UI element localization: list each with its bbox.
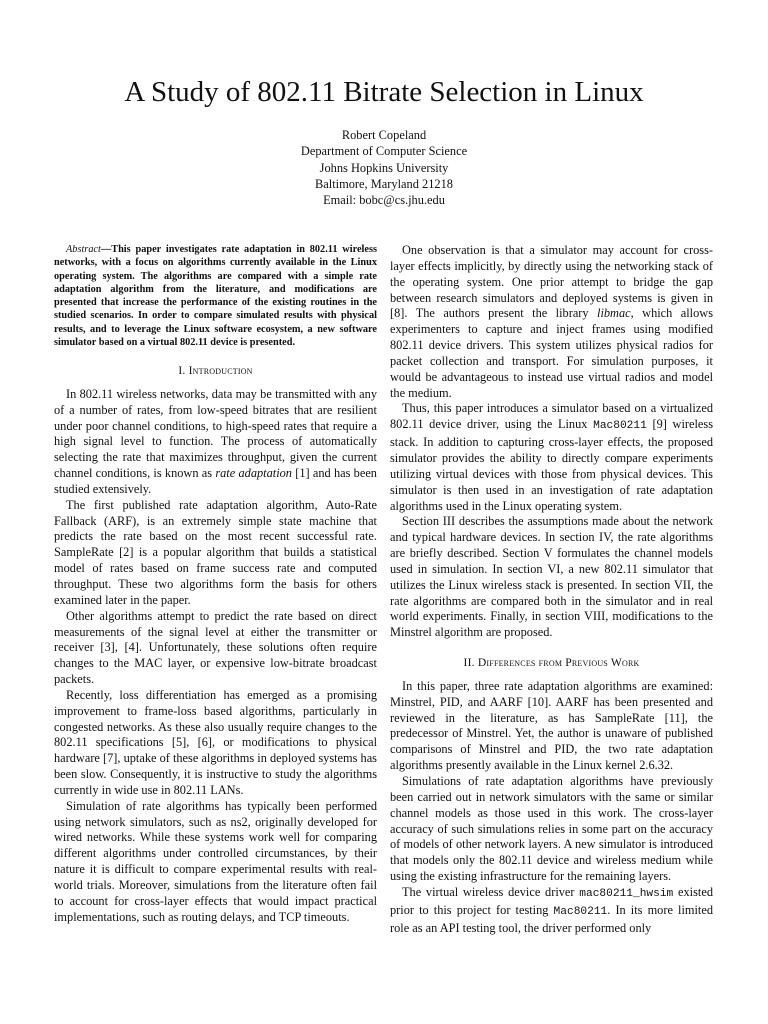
section-number: II.	[463, 656, 475, 670]
emphasis-text: rate adaptation	[215, 466, 292, 481]
code-text: Mac80211	[593, 420, 647, 433]
paragraph	[54, 387, 377, 498]
section-number: I.	[178, 364, 186, 377]
author-name: Robert Copeland	[341, 128, 427, 142]
text-run: [1] and has been studied extensively.	[54, 466, 377, 496]
section-title: Introduction	[188, 364, 253, 377]
text-run: , which allows experimenters to capture and inject frames using modified 802.11 device drivers. This system utilizes physical radios for packet collection and transport. For simulation purposes, it would be advantageous to instead use virtual radios and model the medium.	[390, 306, 713, 400]
abstract-label: Abstract	[66, 244, 101, 255]
paragraph	[390, 243, 713, 401]
text-run: The virtual wireless device driver	[402, 884, 580, 899]
paragraph	[390, 885, 713, 937]
text-run: existed prior to this project for testing	[390, 884, 713, 917]
paragraph: In this paper, three rate adaptation algorithms are examined: Minstrel, PID, and AARF [10]. AARF has been presented and reviewed in the literature, as has SampleRate [11], the predecessor of Minstrel. Yet, the author is unaware of published comparisons of Minstrel and PID, the two rate adaptation algorithms presently available in the Linux kernel 2.6.32.	[390, 678, 713, 773]
text-run: [9] wireless stack. In addition to capturing cross-layer effects, the proposed simulator provides the ability to directly compare experiments utilizing virtual devices with those from physical devices. This simulator is then used in an investigation of rate adaptation algorithms used in the Linux operating system.	[390, 417, 714, 513]
paragraph: Section III describes the assumptions made about the network and typical hardware devices. In section IV, the rate algorithms are briefly described. Section V formulates the channel models used in simulation. In section VI, a new 802.11 simulator that utilizes the Linux wireless stack is presented. In section VII, the rate algorithms are compared both in the simulator and in real world experiments. Finally, in section VIII, modifications to the Minstrel algorithm are proposed.	[390, 514, 713, 640]
author-department: Department of Computer Science	[300, 144, 468, 159]
text-run: In 802.11 wireless networks, data may be transmitted with any of a number of rates, from low-speed bitrates that are resilient under poor channel conditions, to high-speed rates that require a high signal level to function. The process of automatically selecting the rate that maximizes throughput, given the current channel conditions, is known as	[54, 386, 377, 481]
code-text: mac80211_hwsim	[579, 887, 674, 900]
section-heading-differences	[390, 655, 713, 671]
author-email: Email: bobc@cs.jhu.edu	[323, 193, 445, 208]
author-location: Baltimore, Maryland 21218	[315, 176, 453, 191]
paper-title: A Study of 802.11 Bitrate Selection in Linux	[124, 76, 644, 108]
text-run: One observation is that a simulator may account for cross-layer effects implicitly, by directly using the networking stack of the operating system. One prior attempt to bridge the gap between research simulators and deployed systems is given in [8]. The authors present the library	[390, 243, 713, 321]
abstract	[54, 243, 377, 349]
paragraph	[390, 401, 713, 514]
code-text: Mac80211	[553, 905, 608, 918]
paragraph: Simulations of rate adaptation algorithms have previously been carried out in network simulators with the same or similar channel models as those used in this work. The cross-layer accuracy of such simulations relies in some part on the accuracy of models of other network layers. A new simulator is introduced that models only the 802.11 device and wireless medium while using the existing infrastructure for the remaining layers.	[390, 774, 713, 884]
abstract-text: —This paper investigates rate adaptation in 802.11 wireless networks, with a focus on algorithms currently available in the Linux operating system. The algorithms are compared with a simple rate adaptation algorithm from the literature, and modifications are presented that increase the performance of the existing routines in the studied scenarios. In order to compare simulated results with physical results, and to leverage the Linux software ecosystem, a new software simulator based on a virtual 802.11 device is presented.	[54, 244, 377, 348]
paragraph: Recently, loss differentiation has emerged as a promising improvement to frame-loss based algorithms, particularly in congested networks. As these also usually require changes to the 802.11 specifications [5], [6], or modifications to physical hardware [7], uptake of these algorithms in deployed systems has been slow. Consequently, it is instructive to study the algorithms currently in wide use in 802.11 LANs.	[54, 687, 377, 797]
paragraph: Simulation of rate algorithms has typically been performed using network simulators, such as ns2, originally developed for wired networks. While these systems work well for comparing different algorithms under controlled circumstances, by their nature it is difficult to compare experimental results with real-world trials. Moreover, simulations from the literature often fail to account for cross-layer effects that would impact practical implementations, such as routing delays, and TCP timeouts.	[54, 798, 377, 924]
author-university: Johns Hopkins University	[319, 160, 449, 175]
text-run: Thus, this paper introduces a simulator based on a virtualized 802.11 device driver, using the Linux	[390, 401, 713, 432]
author-block	[0, 127, 768, 208]
paragraph: Other algorithms attempt to predict the rate based on direct measurements of the signal level at either the transmitter or receiver [3], [4]. Unfortunately, these solutions often require changes to the MAC layer, or expensive low-bitrate broadcast packets.	[54, 608, 377, 687]
section-heading-introduction	[54, 363, 377, 379]
right-column	[390, 243, 713, 936]
text-run: . In its more limited role as an API testing tool, the driver performed only	[390, 902, 713, 935]
paragraph: The first published rate adaptation algorithm, Auto-Rate Fallback (ARF), is an extremely simple state machine that predicts the rate based on the most recent successful rate. SampleRate [2] is a popular algorithm that builds a statistical model of rates based on frame success rate and computed throughput. These two algorithms form the basis for others examined later in the paper.	[54, 497, 377, 607]
emphasis-text: libmac	[597, 306, 631, 321]
section-title: Differences from Previous Work	[477, 656, 640, 670]
left-column	[54, 243, 377, 926]
